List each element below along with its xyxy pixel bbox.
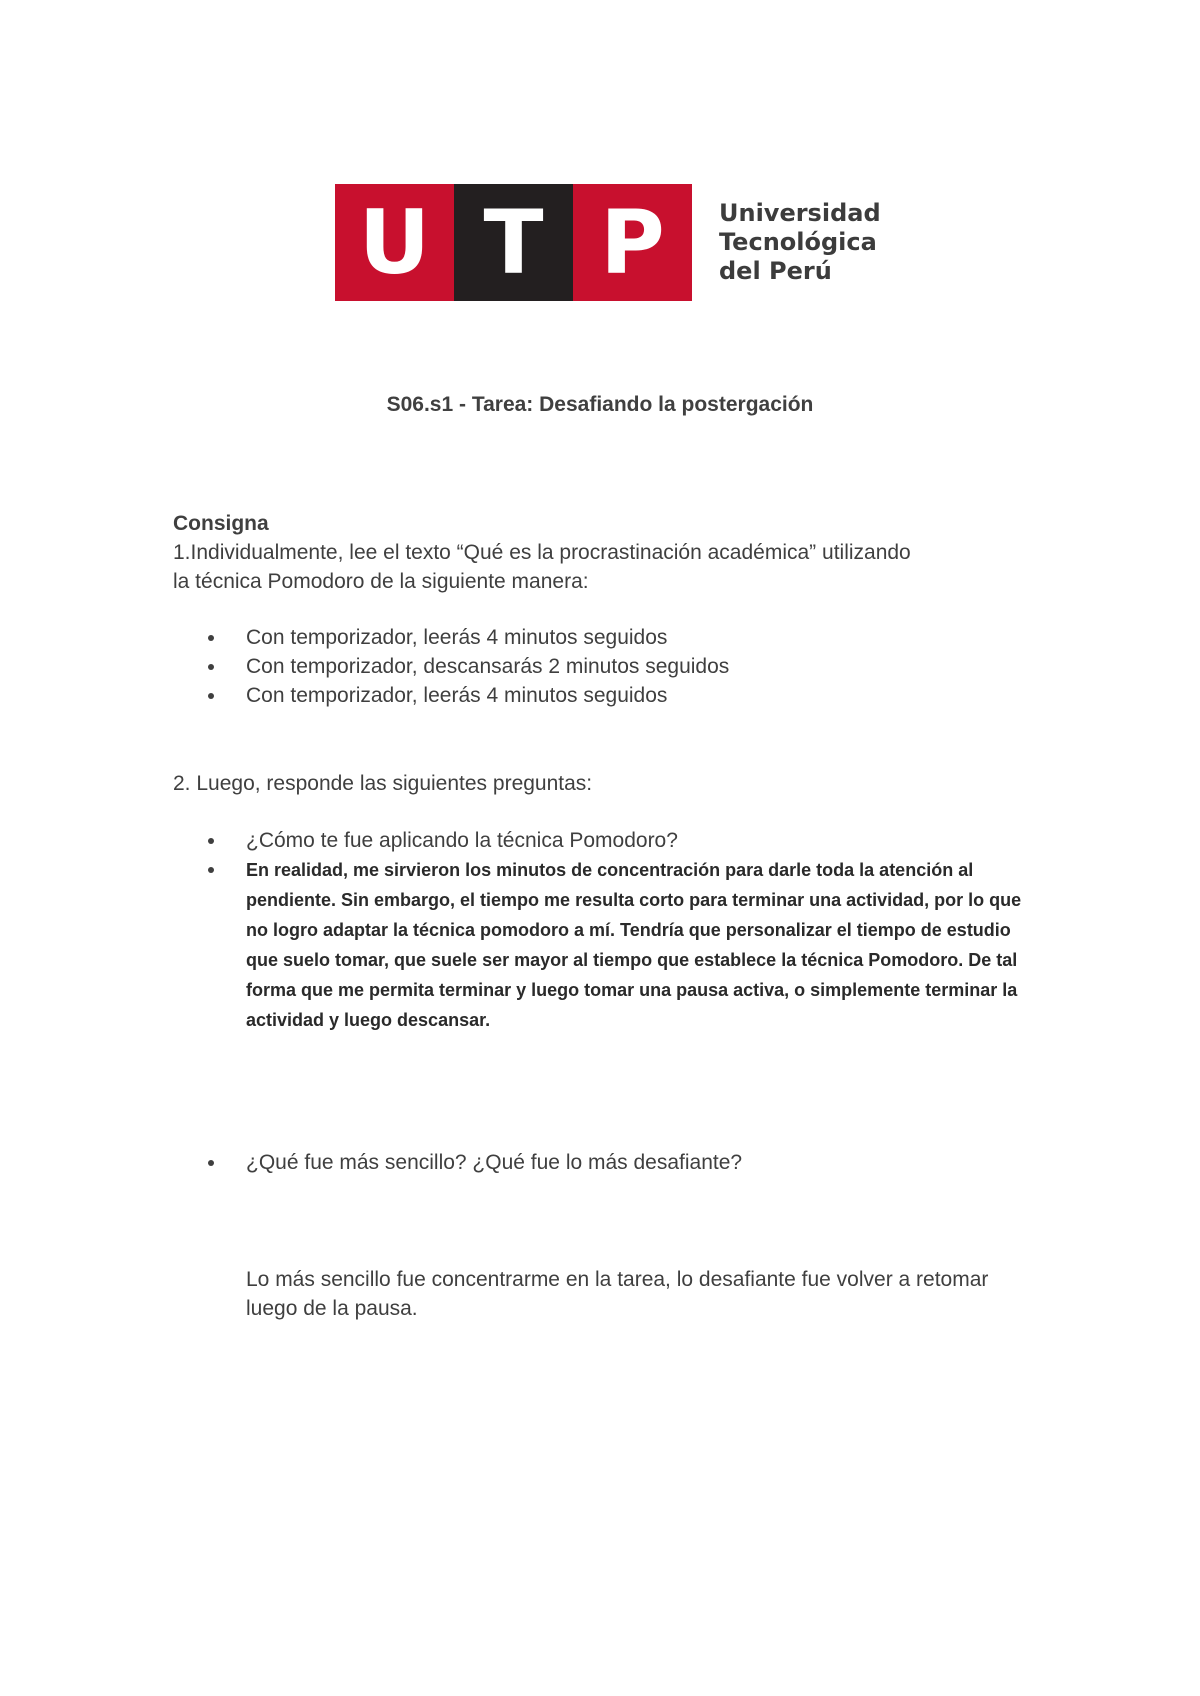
logo-letter-blocks — [335, 184, 692, 301]
logo-letter-u: U — [335, 184, 454, 301]
logo-letter-t: T — [454, 184, 573, 301]
bullet-icon — [208, 693, 214, 699]
answer-2-text: Lo más sencillo fue concentrarme en la tarea, lo desafiante fue volver a retomar luego de la pausa. — [246, 1268, 989, 1320]
list-item — [173, 652, 1033, 681]
consigna-line: la técnica Pomodoro de la siguiente manera: — [173, 570, 589, 593]
logo-name-line: Tecnológica — [719, 228, 877, 256]
utp-logo — [335, 184, 881, 301]
step-text: Con temporizador, leerás 4 minutos seguidos — [246, 684, 668, 707]
consigna-heading: Consigna — [173, 512, 269, 535]
step-text: Con temporizador, descansarás 2 minutos seguidos — [246, 655, 730, 678]
answer-text: En realidad, me sirvieron los minutos de concentración para darle toda la atención al pendiente. Sin embargo, el tiempo me resulta corto para terminar una actividad, por lo que no logro adaptar la técnica pomodoro a mí. Tendría que personalizar el tiempo de estudio que suelo tomar, que suele ser mayor al tiempo que establece la técnica Pomodoro. De tal forma que me permita terminar y luego tomar una pausa activa, o simplemente terminar la actividad y luego descansar. — [246, 860, 1022, 1030]
list-item — [173, 855, 1033, 1035]
step-text: Con temporizador, leerás 4 minutos seguidos — [246, 626, 668, 649]
question-text: ¿Qué fue más sencillo? ¿Qué fue lo más desafiante? — [246, 1151, 743, 1174]
logo-university-name — [719, 199, 881, 286]
consigna-section — [173, 509, 1033, 596]
question-list-2 — [173, 1148, 1033, 1177]
bullet-icon — [208, 867, 214, 873]
bullet-icon — [208, 664, 214, 670]
document-title: S06.s1 - Tarea: Desafiando la postergación — [386, 393, 814, 416]
logo-name-line: del Perú — [719, 257, 832, 285]
question-text: ¿Cómo te fue aplicando la técnica Pomodoro? — [246, 829, 678, 852]
list-item — [173, 623, 1033, 652]
part2-heading: 2. Luego, responde las siguientes preguntas: — [173, 772, 593, 795]
bullet-icon — [208, 838, 214, 844]
logo-letter-p: P — [573, 184, 692, 301]
bullet-icon — [208, 635, 214, 641]
consigna-line: 1.Individualmente, lee el texto “Qué es la procrastinación académica” utilizando — [173, 541, 911, 564]
pomodoro-steps-list — [173, 623, 1033, 710]
bullet-icon — [208, 1160, 214, 1166]
list-item — [173, 1148, 1033, 1177]
list-item — [173, 826, 1033, 855]
logo-name-line: Universidad — [719, 199, 881, 227]
question-list-1 — [173, 826, 1033, 1035]
list-item — [173, 681, 1033, 710]
